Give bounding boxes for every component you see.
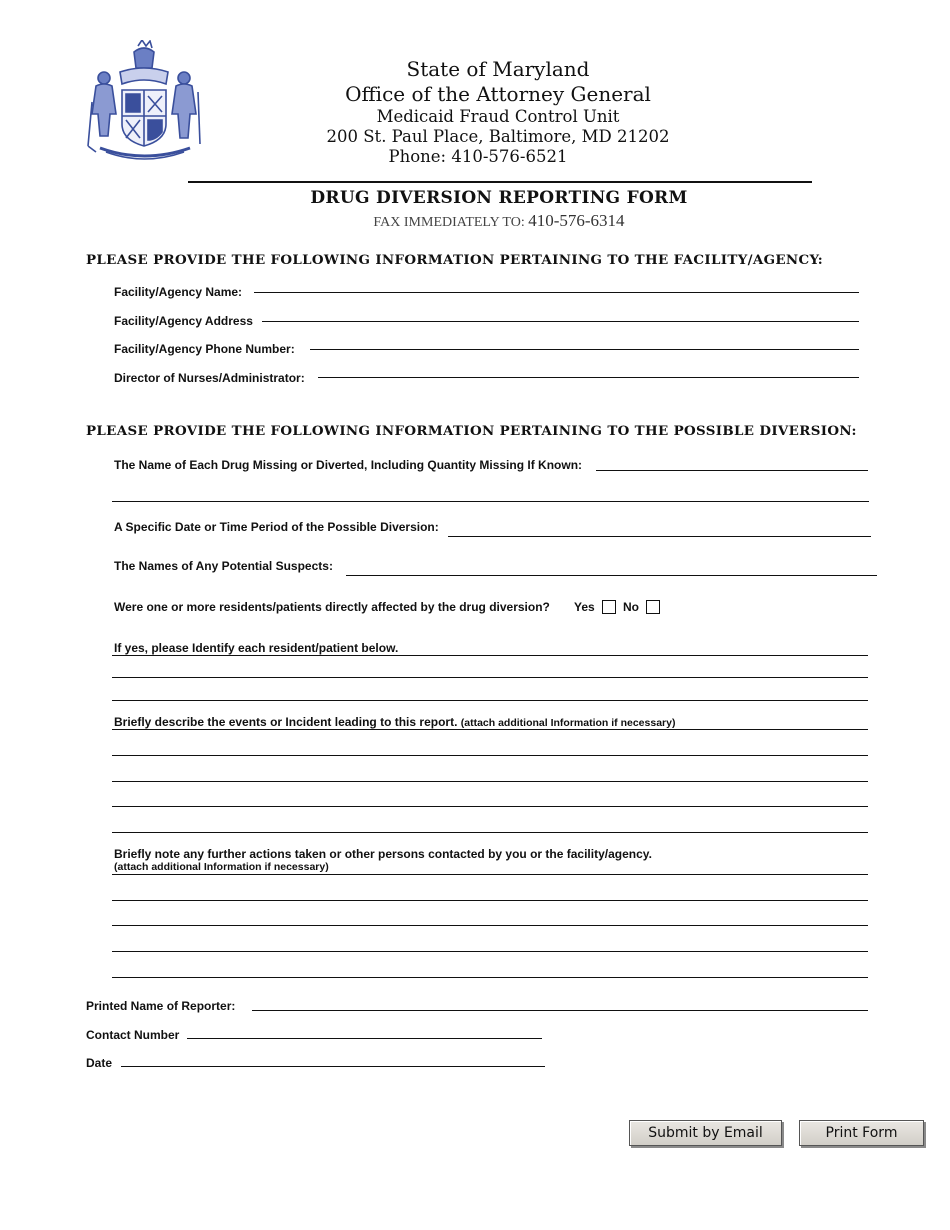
facility-name-field[interactable] bbox=[254, 292, 859, 293]
fax-number: 410-576-6314 bbox=[528, 211, 625, 230]
reporter-name-label: Printed Name of Reporter: bbox=[86, 999, 236, 1013]
facility-phone-label: Facility/Agency Phone Number: bbox=[114, 342, 295, 356]
header-address: 200 St. Paul Place, Baltimore, MD 21202 bbox=[326, 127, 670, 146]
diversion-date-label: A Specific Date or Time Period of the Possible Diversion: bbox=[114, 520, 439, 534]
header-state: State of Maryland bbox=[406, 57, 590, 81]
fax-label: FAX IMMEDIATELY TO: bbox=[373, 215, 525, 230]
header-unit: Medicaid Fraud Control Unit bbox=[376, 107, 620, 126]
yes-label: Yes bbox=[574, 600, 595, 614]
describe-line-2[interactable] bbox=[112, 755, 868, 756]
describe-note: (attach additional Information if necessary) bbox=[460, 717, 676, 729]
drug-label: The Name of Each Drug Missing or Diverted, Including Quantity Missing If Known: bbox=[114, 458, 583, 472]
header-divider bbox=[188, 181, 812, 183]
describe-line-5[interactable] bbox=[112, 832, 868, 833]
identify-line-2[interactable] bbox=[112, 677, 868, 678]
contact-number-field[interactable] bbox=[187, 1038, 542, 1039]
describe-line-3[interactable] bbox=[112, 781, 868, 782]
no-checkbox[interactable] bbox=[646, 600, 660, 614]
diversion-date-field[interactable] bbox=[448, 536, 871, 537]
drug-field[interactable] bbox=[596, 470, 868, 471]
identify-label: If yes, please Identify each resident/patient below. bbox=[114, 641, 399, 655]
date-field[interactable] bbox=[121, 1066, 545, 1067]
facility-address-field[interactable] bbox=[262, 321, 859, 322]
actions-line-5[interactable] bbox=[112, 977, 868, 978]
facility-address-label: Facility/Agency Address bbox=[114, 314, 253, 328]
form-title: DRUG DIVERSION REPORTING FORM bbox=[310, 188, 688, 208]
identify-line-3[interactable] bbox=[112, 700, 868, 701]
facility-phone-field[interactable] bbox=[310, 349, 859, 350]
actions-line-1[interactable] bbox=[112, 874, 868, 875]
header-phone: Phone: 410-576-6521 bbox=[388, 147, 568, 166]
facility-section-heading: PLEASE PROVIDE THE FOLLOWING INFORMATION PERTAINING TO THE FACILITY/AGENCY: bbox=[86, 252, 824, 268]
describe-line-1[interactable] bbox=[112, 729, 868, 730]
contact-number-label: Contact Number bbox=[86, 1028, 180, 1042]
affected-question: Were one or more residents/patients directly affected by the drug diversion? bbox=[114, 600, 550, 614]
print-form-button[interactable]: Print Form bbox=[799, 1120, 924, 1146]
facility-name-label: Facility/Agency Name: bbox=[114, 285, 243, 299]
actions-label: Briefly note any further actions taken or other persons contacted by you or the facility/agency. bbox=[114, 847, 652, 861]
no-label: No bbox=[623, 600, 639, 614]
maryland-seal-icon bbox=[86, 40, 204, 162]
actions-note: (attach additional Information if necessary) bbox=[114, 861, 329, 873]
header-office: Office of the Attorney General bbox=[345, 82, 651, 106]
actions-line-2[interactable] bbox=[112, 900, 868, 901]
date-label: Date bbox=[86, 1056, 113, 1070]
describe-label bbox=[114, 715, 675, 729]
drug-field-line-2[interactable] bbox=[112, 501, 869, 502]
actions-line-4[interactable] bbox=[112, 951, 868, 952]
suspects-field[interactable] bbox=[346, 575, 877, 576]
fax-line bbox=[188, 211, 810, 231]
describe-line-4[interactable] bbox=[112, 806, 868, 807]
suspects-label: The Names of Any Potential Suspects: bbox=[114, 559, 333, 573]
diversion-section-heading: PLEASE PROVIDE THE FOLLOWING INFORMATION PERTAINING TO THE POSSIBLE DIVERSION: bbox=[86, 423, 857, 439]
describe-label-text: Briefly describe the events or Incident leading to this report. bbox=[114, 715, 458, 729]
yes-checkbox[interactable] bbox=[602, 600, 616, 614]
director-label: Director of Nurses/Administrator: bbox=[114, 371, 305, 385]
director-field[interactable] bbox=[318, 377, 859, 378]
reporter-name-field[interactable] bbox=[252, 1010, 868, 1011]
identify-line-1[interactable] bbox=[112, 655, 868, 656]
submit-email-button[interactable]: Submit by Email bbox=[629, 1120, 782, 1146]
actions-line-3[interactable] bbox=[112, 925, 868, 926]
